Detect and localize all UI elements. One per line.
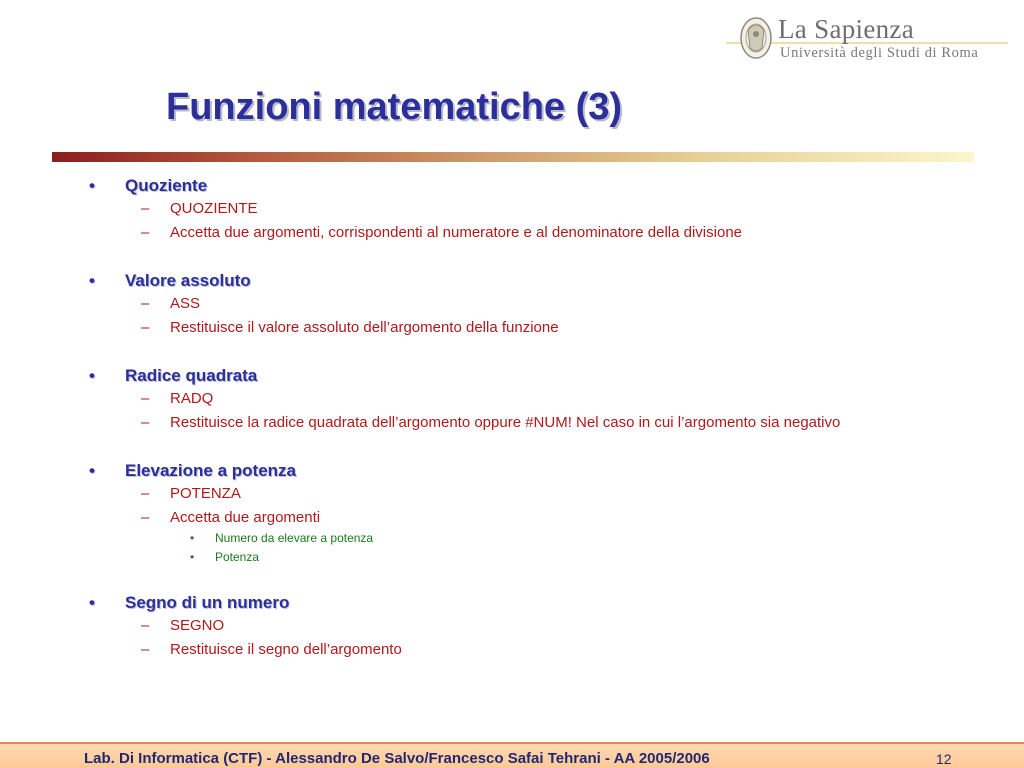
section-item-text: Restituisce il valore assoluto dell’argomento della funzione xyxy=(170,318,559,336)
section-heading-text: Quoziente xyxy=(125,176,208,195)
dash-icon: – xyxy=(141,223,150,241)
section-item-text: Restituisce il segno dell’argomento xyxy=(170,640,402,658)
logo-subtitle: Università degli Studi di Roma xyxy=(780,45,979,61)
dash-icon: – xyxy=(141,413,150,431)
dash-icon: – xyxy=(141,318,150,336)
slide-title: Funzioni matematiche (3) xyxy=(166,86,623,128)
bullet-icon: • xyxy=(190,549,195,564)
section-item-text: Restituisce la radice quadrata dell’argomento oppure #NUM! Nel caso in cui l’argomento sia negativo xyxy=(170,413,841,431)
section-heading-text: Elevazione a potenza xyxy=(125,461,296,480)
section-item-text: QUOZIENTE xyxy=(170,200,258,217)
dash-icon: – xyxy=(141,200,150,217)
dash-icon: – xyxy=(141,640,150,658)
dash-icon: – xyxy=(141,508,150,526)
section-item-text: POTENZA xyxy=(170,485,241,502)
slide-footer xyxy=(0,742,1024,768)
bullet-icon: • xyxy=(89,593,95,612)
section-item-text: SEGNO xyxy=(170,617,225,634)
section-heading-text: Valore assoluto xyxy=(125,271,251,290)
section-item-text: Accetta due argomenti xyxy=(170,508,321,526)
university-logo xyxy=(726,10,1016,70)
section-heading-text: Radice quadrata xyxy=(125,366,258,385)
dash-icon: – xyxy=(141,295,150,312)
bullet-icon: • xyxy=(89,461,95,480)
section-subitem-text: Potenza xyxy=(215,549,260,564)
dash-icon: – xyxy=(141,390,150,407)
section-heading-text: Segno di un numero xyxy=(125,593,290,612)
bullet-icon: • xyxy=(190,531,195,545)
dash-icon: – xyxy=(141,617,150,634)
dash-icon: – xyxy=(141,485,150,502)
bullet-icon: • xyxy=(89,271,95,290)
footer-text: Lab. Di Informatica (CTF) - Alessandro De Salvo/Francesco Safai Tehrani - AA 2005/2006 xyxy=(84,750,710,767)
logo-title: La Sapienza xyxy=(778,14,914,44)
section-item-text: Accetta due argomenti, corrispondenti al numeratore e al denominatore della divisione xyxy=(170,223,742,241)
section-item-text: ASS xyxy=(170,295,201,312)
section-item-text: RADQ xyxy=(170,390,214,407)
title-divider xyxy=(52,152,974,162)
page-number: 12 xyxy=(936,751,952,767)
bullet-icon: • xyxy=(89,366,95,385)
section-subitem-text: Numero da elevare a potenza xyxy=(215,531,374,545)
bullet-icon: • xyxy=(89,176,95,195)
